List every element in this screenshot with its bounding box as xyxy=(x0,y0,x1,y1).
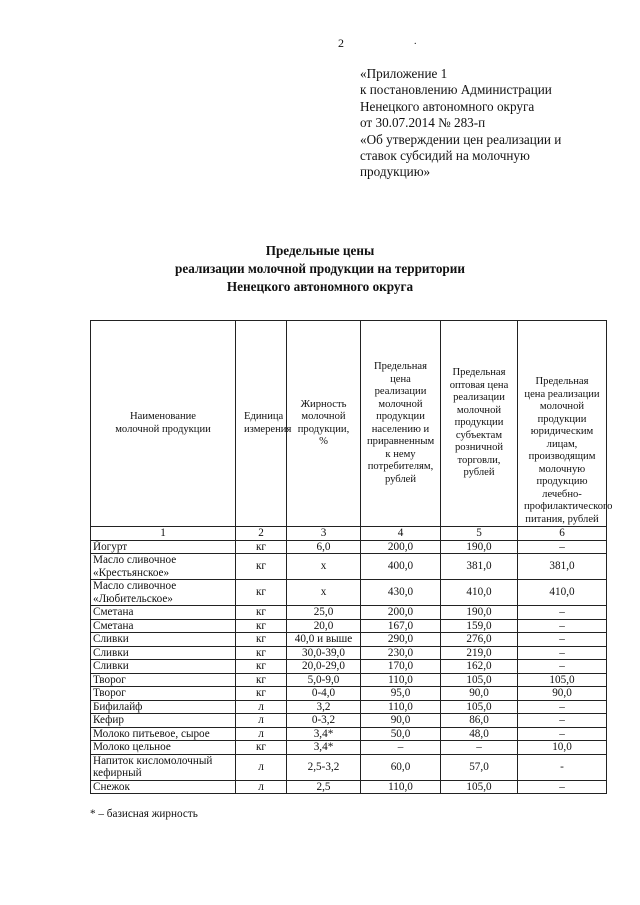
cell-legal-entity-price: – xyxy=(518,540,607,554)
appendix-line: к постановлению Администрации xyxy=(360,82,552,98)
cell-unit: кг xyxy=(236,660,287,674)
cell-retail-price: 170,0 xyxy=(361,660,441,674)
header-wholesale-price: Предельная оптовая цена реализации молочной продукции субъектам розничной торговли, рублей xyxy=(441,321,518,527)
table-row xyxy=(91,780,607,794)
cell-wholesale-price: 57,0 xyxy=(441,754,518,780)
cell-wholesale-price: 105,0 xyxy=(441,700,518,714)
cell-legal-entity-price: 10,0 xyxy=(518,741,607,755)
cell-legal-entity-price: – xyxy=(518,660,607,674)
appendix-line: ставок субсидий на молочную xyxy=(360,148,530,164)
cell-product-name: Сливки xyxy=(91,660,236,674)
table-row xyxy=(91,700,607,714)
cell-wholesale-price: 86,0 xyxy=(441,714,518,728)
table-row xyxy=(91,754,607,780)
page-number: 2 xyxy=(338,36,344,50)
cell-product-name: Творог xyxy=(91,687,236,701)
cell-retail-price: 110,0 xyxy=(361,673,441,687)
column-number: 5 xyxy=(441,527,518,541)
title-line: Ненецкого автономного округа xyxy=(226,279,414,294)
cell-retail-price: 200,0 xyxy=(361,606,441,620)
cell-legal-entity-price: – xyxy=(518,619,607,633)
table-row xyxy=(91,741,607,755)
table-row xyxy=(91,540,607,554)
table-row xyxy=(91,606,607,620)
table-row xyxy=(91,687,607,701)
cell-unit: кг xyxy=(236,633,287,647)
table-row xyxy=(91,714,607,728)
cell-legal-entity-price: – xyxy=(518,606,607,620)
header-retail-price: Предельная цена реализации молочной продукции населению и приравненным к нему потребителям, рублей xyxy=(361,321,441,527)
appendix-line: от 30.07.2014 № 283-п xyxy=(360,115,486,131)
cell-unit: л xyxy=(236,714,287,728)
cell-unit: кг xyxy=(236,741,287,755)
cell-wholesale-price: 381,0 xyxy=(441,554,518,580)
cell-fat-content: 2,5 xyxy=(287,780,361,794)
cell-fat-content: 2,5-3,2 xyxy=(287,754,361,780)
cell-product-name: Сливки xyxy=(91,633,236,647)
cell-wholesale-price: 410,0 xyxy=(441,580,518,606)
cell-fat-content: 30,0-39,0 xyxy=(287,646,361,660)
cell-retail-price: 50,0 xyxy=(361,727,441,741)
appendix-reference xyxy=(360,66,561,181)
column-number-row xyxy=(91,527,607,541)
cell-wholesale-price: 90,0 xyxy=(441,687,518,701)
header-unit: Единица измерения xyxy=(236,321,287,527)
cell-retail-price: – xyxy=(361,741,441,755)
header-fat-content: Жирность молочной продукции, % xyxy=(287,321,361,527)
appendix-line: «Об утверждении цен реализации и xyxy=(360,131,562,147)
cell-fat-content: 0-4,0 xyxy=(287,687,361,701)
cell-legal-entity-price: – xyxy=(518,714,607,728)
cell-unit: л xyxy=(236,727,287,741)
cell-legal-entity-price: – xyxy=(518,646,607,660)
cell-product-name: Бифилайф xyxy=(91,700,236,714)
column-number: 3 xyxy=(287,527,361,541)
cell-product-name: Сметана xyxy=(91,619,236,633)
cell-wholesale-price: 105,0 xyxy=(441,780,518,794)
cell-retail-price: 230,0 xyxy=(361,646,441,660)
table-row xyxy=(91,727,607,741)
cell-wholesale-price: 48,0 xyxy=(441,727,518,741)
cell-product-name: Молоко питьевое, сырое xyxy=(91,727,236,741)
table-body xyxy=(91,540,607,794)
cell-product-name: Молоко цельное xyxy=(91,741,236,755)
cell-fat-content: х xyxy=(287,580,361,606)
cell-unit: кг xyxy=(236,646,287,660)
cell-retail-price: 430,0 xyxy=(361,580,441,606)
cell-wholesale-price: 159,0 xyxy=(441,619,518,633)
table-row xyxy=(91,619,607,633)
cell-retail-price: 400,0 xyxy=(361,554,441,580)
table-row xyxy=(91,673,607,687)
cell-product-name: Снежок xyxy=(91,780,236,794)
cell-fat-content: 5,0-9,0 xyxy=(287,673,361,687)
cell-fat-content: 25,0 xyxy=(287,606,361,620)
cell-product-name: Масло сливочное «Крестьянское» xyxy=(91,554,236,580)
cell-legal-entity-price: – xyxy=(518,780,607,794)
cell-retail-price: 290,0 xyxy=(361,633,441,647)
cell-unit: кг xyxy=(236,540,287,554)
column-number: 6 xyxy=(518,527,607,541)
cell-unit: л xyxy=(236,700,287,714)
stray-dot: . xyxy=(414,36,417,47)
cell-fat-content: 20,0-29,0 xyxy=(287,660,361,674)
cell-fat-content: 0-3,2 xyxy=(287,714,361,728)
footnote: * – базисная жирность xyxy=(90,808,198,820)
column-number: 2 xyxy=(236,527,287,541)
cell-wholesale-price: 190,0 xyxy=(441,540,518,554)
cell-unit: л xyxy=(236,754,287,780)
document-title xyxy=(0,242,640,296)
table-row xyxy=(91,580,607,606)
column-number: 4 xyxy=(361,527,441,541)
cell-legal-entity-price: – xyxy=(518,633,607,647)
cell-retail-price: 110,0 xyxy=(361,700,441,714)
cell-product-name: Творог xyxy=(91,673,236,687)
cell-retail-price: 95,0 xyxy=(361,687,441,701)
cell-wholesale-price: 162,0 xyxy=(441,660,518,674)
cell-legal-entity-price: 410,0 xyxy=(518,580,607,606)
cell-unit: кг xyxy=(236,619,287,633)
cell-unit: кг xyxy=(236,580,287,606)
title-line: реализации молочной продукции на территории xyxy=(175,261,465,276)
cell-unit: л xyxy=(236,780,287,794)
cell-retail-price: 90,0 xyxy=(361,714,441,728)
cell-fat-content: 3,4* xyxy=(287,727,361,741)
appendix-line: Ненецкого автономного округа xyxy=(360,98,535,114)
cell-fat-content: 20,0 xyxy=(287,619,361,633)
header-legal-entity-price: Предельная цена реализации молочной продукции юридическим лицам, производящим молочную продукцию лечебно-профилактического питания, рублей xyxy=(518,321,607,527)
cell-retail-price: 60,0 xyxy=(361,754,441,780)
cell-legal-entity-price: 105,0 xyxy=(518,673,607,687)
cell-retail-price: 200,0 xyxy=(361,540,441,554)
cell-unit: кг xyxy=(236,606,287,620)
cell-legal-entity-price: – xyxy=(518,700,607,714)
cell-fat-content: х xyxy=(287,554,361,580)
table-row xyxy=(91,554,607,580)
cell-wholesale-price: 276,0 xyxy=(441,633,518,647)
cell-fat-content: 3,2 xyxy=(287,700,361,714)
column-number: 1 xyxy=(91,527,236,541)
cell-product-name: Сметана xyxy=(91,606,236,620)
cell-product-name: Кефир xyxy=(91,714,236,728)
table-row xyxy=(91,633,607,647)
cell-wholesale-price: – xyxy=(441,741,518,755)
cell-legal-entity-price: 381,0 xyxy=(518,554,607,580)
cell-legal-entity-price: - xyxy=(518,754,607,780)
appendix-line: продукцию» xyxy=(360,164,431,180)
appendix-line: «Приложение 1 xyxy=(360,66,448,81)
cell-legal-entity-price: – xyxy=(518,727,607,741)
header-row xyxy=(91,321,607,527)
cell-product-name: Напиток кисломолочный кефирный xyxy=(91,754,236,780)
cell-retail-price: 167,0 xyxy=(361,619,441,633)
price-table xyxy=(90,320,613,794)
title-line: Предельные цены xyxy=(265,243,375,258)
cell-wholesale-price: 219,0 xyxy=(441,646,518,660)
cell-retail-price: 110,0 xyxy=(361,780,441,794)
cell-fat-content: 3,4* xyxy=(287,741,361,755)
table-row xyxy=(91,646,607,660)
cell-wholesale-price: 105,0 xyxy=(441,673,518,687)
cell-unit: кг xyxy=(236,687,287,701)
cell-unit: кг xyxy=(236,673,287,687)
table-row xyxy=(91,660,607,674)
cell-unit: кг xyxy=(236,554,287,580)
cell-product-name: Масло сливочное «Любительское» xyxy=(91,580,236,606)
cell-fat-content: 6,0 xyxy=(287,540,361,554)
cell-legal-entity-price: 90,0 xyxy=(518,687,607,701)
cell-product-name: Сливки xyxy=(91,646,236,660)
cell-wholesale-price: 190,0 xyxy=(441,606,518,620)
cell-fat-content: 40,0 и выше xyxy=(287,633,361,647)
header-product-name: Наименование молочной продукции xyxy=(91,321,236,527)
cell-product-name: Йогурт xyxy=(91,540,236,554)
